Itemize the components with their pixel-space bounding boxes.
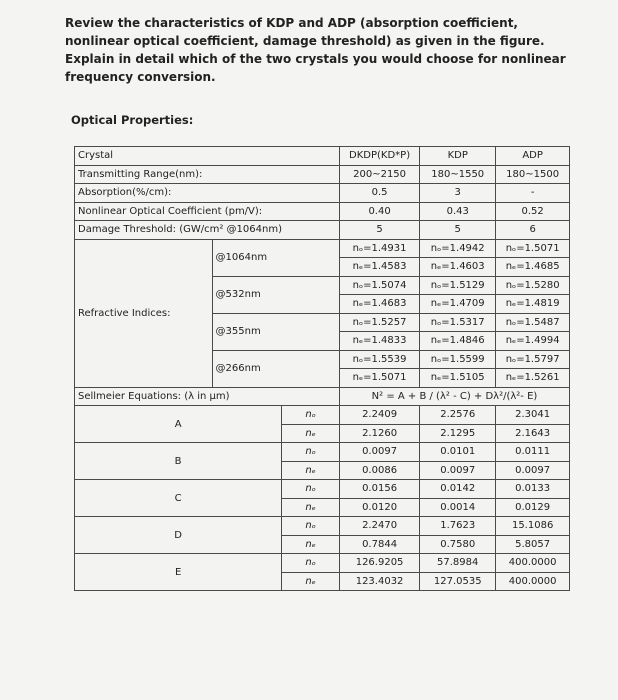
prop-value: 5 [420, 221, 496, 240]
coef-value: 2.2470 [339, 517, 419, 536]
header-crystal-label: Crystal [75, 147, 340, 166]
refr-value: nₑ=1.4833 [339, 332, 419, 351]
prop-value: 0.40 [339, 202, 419, 221]
table-body [75, 147, 570, 591]
coef-value: 0.0111 [496, 443, 570, 462]
coef-value: 2.1260 [339, 424, 419, 443]
coef-value: 0.0101 [420, 443, 496, 462]
refr-value: nₑ=1.4685 [496, 258, 570, 277]
prop-value: 180~1550 [420, 165, 496, 184]
coef-value: 0.0120 [339, 498, 419, 517]
prop-value: - [496, 184, 570, 203]
prop-value: 0.52 [496, 202, 570, 221]
header-col-kdp: KDP [420, 147, 496, 166]
refr-value: nₒ=1.5074 [339, 276, 419, 295]
refr-value: nₑ=1.5261 [496, 369, 570, 388]
refr-value: nₒ=1.5317 [420, 313, 496, 332]
refr-value: nₒ=1.5071 [496, 239, 570, 258]
refr-value: nₒ=1.4931 [339, 239, 419, 258]
coef-name: D [75, 517, 282, 554]
polarization-label: nₒ [282, 406, 340, 425]
refr-value: nₑ=1.4583 [339, 258, 419, 277]
prop-value: 6 [496, 221, 570, 240]
coef-value: 123.4032 [339, 572, 419, 591]
coef-row [75, 443, 570, 462]
coef-value: 57.8984 [420, 554, 496, 573]
prop-label: Transmitting Range(nm): [75, 165, 340, 184]
coef-row [75, 480, 570, 499]
refr-value: nₑ=1.4819 [496, 295, 570, 314]
coef-value: 127.0535 [420, 572, 496, 591]
polarization-label: nₒ [282, 517, 340, 536]
wavelength-label: @266nm [212, 350, 339, 387]
prop-row [75, 165, 570, 184]
prop-value: 5 [339, 221, 419, 240]
coef-row [75, 406, 570, 425]
prop-value: 3 [420, 184, 496, 203]
polarization-label: nₒ [282, 443, 340, 462]
coef-value: 0.0097 [339, 443, 419, 462]
refr-value: nₑ=1.4603 [420, 258, 496, 277]
refr-value: nₒ=1.5129 [420, 276, 496, 295]
refr-value: nₒ=1.5797 [496, 350, 570, 369]
coef-value: 2.1643 [496, 424, 570, 443]
prop-label: Damage Threshold: (GW/cm² @1064nm) [75, 221, 340, 240]
coef-name: A [75, 406, 282, 443]
refr-value: nₑ=1.5105 [420, 369, 496, 388]
coef-value: 0.0097 [496, 461, 570, 480]
prop-row [75, 202, 570, 221]
sellmeier-label: Sellmeier Equations: (λ in μm) [75, 387, 340, 406]
prop-label: Nonlinear Optical Coefficient (pm/V): [75, 202, 340, 221]
refr-value: nₒ=1.5539 [339, 350, 419, 369]
coef-value: 0.7580 [420, 535, 496, 554]
coef-row [75, 554, 570, 573]
header-col-adp: ADP [496, 147, 570, 166]
coef-value: 0.0097 [420, 461, 496, 480]
coef-value: 0.0086 [339, 461, 419, 480]
coef-value: 2.2576 [420, 406, 496, 425]
refr-value: nₒ=1.5280 [496, 276, 570, 295]
refr-value: nₑ=1.4994 [496, 332, 570, 351]
sellmeier-equation: N² = A + B / (λ² - C) + Dλ²/(λ²- E) [339, 387, 569, 406]
coef-value: 2.2409 [339, 406, 419, 425]
coef-value: 126.9205 [339, 554, 419, 573]
refr-row [75, 239, 570, 258]
refractive-label: Refractive Indices: [75, 239, 213, 387]
coef-value: 5.8057 [496, 535, 570, 554]
polarization-label: nₑ [282, 461, 340, 480]
polarization-label: nₑ [282, 424, 340, 443]
polarization-label: nₑ [282, 572, 340, 591]
prop-value: 0.5 [339, 184, 419, 203]
polarization-label: nₑ [282, 535, 340, 554]
coef-value: 400.0000 [496, 554, 570, 573]
section-title: Optical Properties: [71, 113, 194, 127]
prop-label: Absorption(%/cm): [75, 184, 340, 203]
header-row [75, 147, 570, 166]
wavelength-label: @532nm [212, 276, 339, 313]
coef-value: 0.0129 [496, 498, 570, 517]
refr-value: nₑ=1.4709 [420, 295, 496, 314]
refr-value: nₒ=1.4942 [420, 239, 496, 258]
wavelength-label: @1064nm [212, 239, 339, 276]
coef-value: 0.0156 [339, 480, 419, 499]
refr-value: nₑ=1.4846 [420, 332, 496, 351]
coef-value: 0.7844 [339, 535, 419, 554]
polarization-label: nₒ [282, 480, 340, 499]
refr-value: nₑ=1.5071 [339, 369, 419, 388]
coef-value: 0.0133 [496, 480, 570, 499]
coef-row [75, 517, 570, 536]
coef-value: 0.0014 [420, 498, 496, 517]
prop-row [75, 184, 570, 203]
polarization-label: nₒ [282, 554, 340, 573]
coef-value: 0.0142 [420, 480, 496, 499]
coef-value: 400.0000 [496, 572, 570, 591]
coef-value: 2.3041 [496, 406, 570, 425]
polarization-label: nₑ [282, 498, 340, 517]
prop-value: 0.43 [420, 202, 496, 221]
coef-name: E [75, 554, 282, 591]
prop-row [75, 221, 570, 240]
refr-value: nₒ=1.5599 [420, 350, 496, 369]
header-col-dkdp: DKDP(KD*P) [339, 147, 419, 166]
refr-value: nₑ=1.4683 [339, 295, 419, 314]
refr-value: nₒ=1.5257 [339, 313, 419, 332]
sellmeier-row [75, 387, 570, 406]
prop-value: 200~2150 [339, 165, 419, 184]
coef-name: B [75, 443, 282, 480]
prop-value: 180~1500 [496, 165, 570, 184]
coef-value: 1.7623 [420, 517, 496, 536]
optical-properties-table [74, 146, 570, 591]
refr-value: nₒ=1.5487 [496, 313, 570, 332]
wavelength-label: @355nm [212, 313, 339, 350]
question-text: Review the characteristics of KDP and ADP (absorption coefficient, nonlinear optical coefficient, damage threshold) as given in the figure. Explain in detail which of the two crystals you would choose for nonlinear frequency conversion. [65, 16, 566, 84]
coef-value: 2.1295 [420, 424, 496, 443]
coef-name: C [75, 480, 282, 517]
coef-value: 15.1086 [496, 517, 570, 536]
